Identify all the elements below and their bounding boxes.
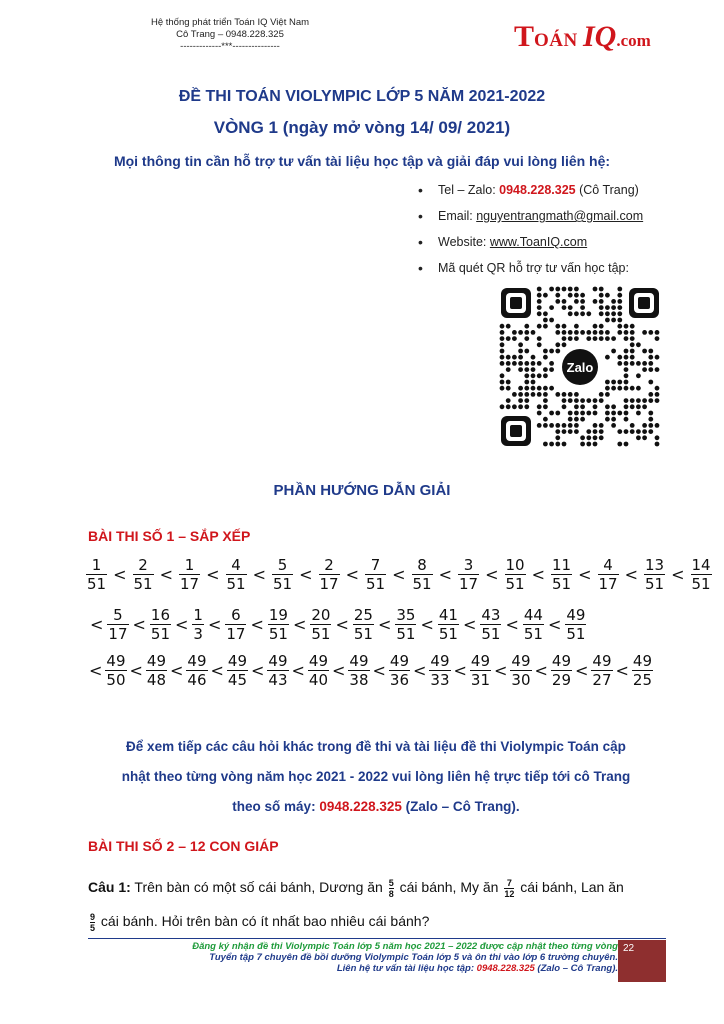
less-than-sign: < <box>210 660 224 680</box>
page-number: 22 <box>618 940 666 982</box>
email-link[interactable]: nguyentrangmath@gmail.com <box>476 209 644 223</box>
fraction: $\frac{1}{3}$ <box>193 605 203 643</box>
fraction: $\frac{49}{48}$ <box>146 651 166 689</box>
fraction: $\frac{35}{51}$ <box>396 605 416 643</box>
fraction: $\frac{49}{50}$ <box>106 651 126 689</box>
contact-list <box>418 180 718 284</box>
contact-intro: Mọi thông tin cần hỗ trợ tư vấn tài liệu học tập và giải đáp vui lòng liên hệ: <box>113 153 611 169</box>
fraction: $\frac{8}{51}$ <box>412 555 432 593</box>
notice-phone: 0948.228.325 <box>319 799 402 814</box>
less-than-sign: < <box>292 614 307 634</box>
less-than-sign: < <box>494 660 508 680</box>
less-than-sign: < <box>534 660 548 680</box>
less-than-sign: < <box>132 614 146 634</box>
fraction-9-5: $\frac{9}{5}$ <box>90 911 96 933</box>
fraction: $\frac{1}{51}$ <box>87 555 107 593</box>
fraction: $\frac{6}{17}$ <box>226 605 246 643</box>
fraction: $\frac{49}{40}$ <box>308 651 328 689</box>
toaniq-logo: TOÁN IQ.com <box>514 20 651 53</box>
header-org: Hệ thống phát triển Toán IQ Việt Nam <box>150 17 310 28</box>
fraction: $\frac{14}{51}$ <box>691 555 711 593</box>
less-than-sign: < <box>462 614 477 634</box>
fraction: $\frac{49}{31}$ <box>470 651 490 689</box>
less-than-sign: < <box>175 614 189 634</box>
header-divider: -------------***--------------- <box>180 41 280 52</box>
less-than-sign: < <box>420 614 434 634</box>
fraction: $\frac{7}{51}$ <box>366 555 386 593</box>
less-than-sign: < <box>170 660 184 680</box>
fraction-row-1 <box>86 554 712 594</box>
fraction: $\frac{5}{17}$ <box>108 605 128 643</box>
zalo-qr-code <box>497 284 663 450</box>
fraction: $\frac{49}{43}$ <box>268 651 288 689</box>
less-than-sign: < <box>531 564 545 584</box>
zalo-icon-label: Zalo <box>566 360 594 375</box>
fraction: $\frac{4}{17}$ <box>598 555 618 593</box>
fraction: $\frac{43}{51}$ <box>481 605 501 643</box>
less-than-sign: < <box>453 660 467 680</box>
less-than-sign: < <box>251 660 265 680</box>
fraction: $\frac{49}{30}$ <box>511 651 531 689</box>
fraction: $\frac{44}{51}$ <box>523 605 543 643</box>
contact-qr-label: • Mã quét QR hỗ trợ tư vấn học tập: <box>418 258 718 284</box>
fraction: $\frac{49}{27}$ <box>592 651 612 689</box>
fraction-row-2 <box>86 604 586 644</box>
footer-divider <box>88 938 666 939</box>
less-than-sign: < <box>413 660 427 680</box>
fraction: $\frac{4}{51}$ <box>226 555 246 593</box>
header-contact: Cô Trang – 0948.228.325 <box>176 29 284 40</box>
fraction: $\frac{49}{29}$ <box>551 651 571 689</box>
fraction: $\frac{16}{51}$ <box>150 605 170 643</box>
question-label: Câu 1: <box>88 879 131 895</box>
less-than-sign: < <box>159 564 173 584</box>
less-than-sign: < <box>129 660 143 680</box>
section-title: PHẦN HƯỚNG DẪN GIẢI <box>273 482 451 499</box>
less-than-sign: < <box>206 564 220 584</box>
less-than-sign: < <box>252 564 266 584</box>
less-than-sign: < <box>113 564 127 584</box>
less-than-sign: < <box>90 614 104 634</box>
fraction: $\frac{2}{51}$ <box>133 555 153 593</box>
less-than-sign: < <box>345 564 359 584</box>
less-than-sign: < <box>89 660 103 680</box>
fraction: $\frac{41}{51}$ <box>438 605 458 643</box>
fraction: $\frac{49}{33}$ <box>430 651 450 689</box>
footer: Đăng ký nhận đề thi Violympic Toán lớp 5 năm học 2021 – 2022 được cập nhật theo từng vòng Tuyển tập 7 chuyên đề bồi dưỡng Violympic Toán lớp 5 và ôn thi vào lớp 6 trường chuyên. Liên hệ tư vấn tài liệu học tập: 0948.228.325 (Zalo – Cô Trang). <box>192 941 618 974</box>
less-than-sign: < <box>377 614 392 634</box>
fraction: $\frac{49}{45}$ <box>227 651 247 689</box>
less-than-sign: < <box>505 614 519 634</box>
less-than-sign: < <box>485 564 499 584</box>
fraction: $\frac{13}{51}$ <box>645 555 665 593</box>
round-title: VÒNG 1 (ngày mở vòng 14/ 09/ 2021) <box>213 118 511 137</box>
fraction: $\frac{49}{36}$ <box>389 651 409 689</box>
notice-block: Để xem tiếp các câu hỏi khác trong đề thi và tài liệu đề thi Violympic Toán cập nhật theo từng vòng năm học 2021 - 2022 vui lòng liên hệ trực tiếp tới cô Trang theo số máy: 0948.228.325 (Zalo – Cô Trang). <box>121 739 631 814</box>
fraction: $\frac{49}{25}$ <box>632 651 652 689</box>
fraction: $\frac{20}{51}$ <box>311 605 331 643</box>
less-than-sign: < <box>615 660 629 680</box>
less-than-sign: < <box>438 564 452 584</box>
contact-website: • Website: www.ToanIQ.com <box>418 232 718 258</box>
less-than-sign: < <box>624 564 638 584</box>
less-than-sign: < <box>250 614 264 634</box>
less-than-sign: < <box>332 660 346 680</box>
contact-tel: • Tel – Zalo: 0948.228.325 (Cô Trang) <box>418 180 718 206</box>
fraction: $\frac{49}{46}$ <box>187 651 207 689</box>
less-than-sign: < <box>671 564 685 584</box>
fraction: $\frac{25}{51}$ <box>353 605 373 643</box>
less-than-sign: < <box>372 660 386 680</box>
fraction: $\frac{1}{17}$ <box>180 555 200 593</box>
fraction: $\frac{49}{38}$ <box>349 651 369 689</box>
fraction: $\frac{5}{51}$ <box>273 555 293 593</box>
fraction-row-3 <box>86 650 653 690</box>
exam-title: ĐỀ THI TOÁN VIOLYMPIC LỚP 5 NĂM 2021-2022 <box>178 88 546 105</box>
less-than-sign: < <box>207 614 222 634</box>
bai2-title: BÀI THI SỐ 2 – 12 CON GIÁP <box>88 838 279 854</box>
fraction: $\frac{10}{51}$ <box>505 555 525 593</box>
header-left <box>120 17 340 53</box>
less-than-sign: < <box>392 564 406 584</box>
question-1: Câu 1: Trên bàn có một số cái bánh, Dương ăn $\frac{5}{8}$ cái bánh, My ăn $\frac{7}{12}$ cái bánh, Lan ăn $\frac{9}{5}$ cái bánh. Hỏi trên bàn có ít nhất bao nhiêu cái bánh? <box>88 877 624 933</box>
less-than-sign: < <box>335 614 349 634</box>
fraction: $\frac{11}{51}$ <box>552 555 572 593</box>
fraction: $\frac{19}{51}$ <box>268 605 288 643</box>
less-than-sign: < <box>547 614 562 634</box>
contact-email: • Email: nguyentrangmath@gmail.com <box>418 206 718 232</box>
fraction-7-12: $\frac{7}{12}$ <box>504 877 515 899</box>
bai1-title: BÀI THI SỐ 1 – SẮP XẾP <box>88 528 251 544</box>
less-than-sign: < <box>578 564 592 584</box>
fraction: $\frac{3}{17}$ <box>459 555 479 593</box>
less-than-sign: < <box>291 660 305 680</box>
less-than-sign: < <box>299 564 313 584</box>
fraction: $\frac{2}{17}$ <box>319 555 339 593</box>
fraction: $\frac{49}{51}$ <box>566 605 586 643</box>
website-link[interactable]: www.ToanIQ.com <box>489 235 588 249</box>
less-than-sign: < <box>575 660 589 680</box>
fraction-5-8: $\frac{5}{8}$ <box>388 877 394 899</box>
